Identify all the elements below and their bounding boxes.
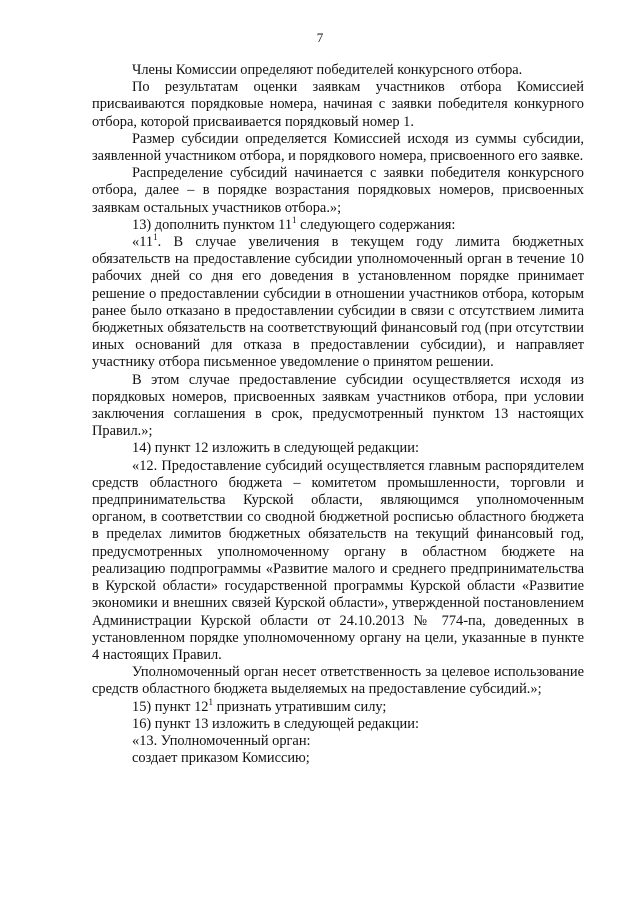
paragraph-text: следующего содержания: <box>296 216 456 233</box>
paragraph: 16) пункт 13 изложить в следующей редакции: <box>132 715 419 732</box>
paragraph: «13. Уполномоченный орган: <box>132 732 311 749</box>
paragraph: По результатам оценки заявкам участников отбора Комиссией присваиваются порядковые номера, начиная с заявки победителя конкурного отбора, которой присваивается порядковый номер 1. <box>92 79 584 130</box>
superscript: 1 <box>292 215 297 226</box>
page-number: 7 <box>316 30 324 45</box>
paragraph-text: «11 <box>132 234 154 251</box>
paragraph: создает приказом Комиссию; <box>132 750 310 767</box>
superscript: 1 <box>208 696 213 707</box>
document-body <box>92 62 584 767</box>
paragraph: В этом случае предоставление субсидии осуществляется исходя из порядковых номеров, присвоенных заявкам участников отбора, при условии заключения соглашения в срок, предусмотренный пунктом 13 настоящих Правил.»; <box>92 371 584 440</box>
paragraph: Члены Комиссии определяют победителей конкурсного отбора. <box>132 62 523 78</box>
paragraph-text: 15) пункт 12 <box>132 698 209 715</box>
superscript: 1 <box>153 232 158 243</box>
paragraph: «12. Предоставление субсидий осуществляется главным распорядителем средств областного бюджета – комитетом промышленности, торговли и предпринимательства Курской области, являющимся уполномоченным органом, в соответствии со сводной бюджетной росписью областного бюджета в пределах лимитов бюджетных обязательств на текущий финансовый год, предусмотренных уполномоченному органу в областном бюджете на реализацию подпрограммы «Развитие малого и среднего предпринимательства в Курской области» государственной программы Курской области «Развитие экономики и внешних связей Курской области», утвержденной постановлением Администрации Курской области от 24.10.2013 № 774-па, доведенных в установленном порядке уполномоченному органу на цели, указанные в пункте 4 настоящих Правил. <box>92 457 584 663</box>
paragraph <box>92 696 584 716</box>
paragraph-text: 13) дополнить пунктом 11 <box>132 216 293 233</box>
paragraph-text: признать утратившим силу; <box>212 698 387 715</box>
paragraph <box>92 217 584 234</box>
paragraph: Уполномоченный орган несет ответственность за целевое использование средств областного бюджета выделяемых на предоставление субсидий.»; <box>92 664 584 698</box>
paragraph: 14) пункт 12 изложить в следующей редакции: <box>132 440 419 457</box>
paragraph: Размер субсидии определяется Комиссией исходя из суммы субсидии, заявленной участником отбора, и порядкового номера, присвоенного его заявке. <box>92 130 584 165</box>
paragraph-text: . В случае увеличения в текущем году лимита бюджетных обязательств на предоставление субсидии уполномоченный орган в течение 10 рабочих дней со дня его доведения в установленном порядке принимает решение о предоставлении субсидии в отношении участников отбора, которым ранее было отказано в предоставлении субсидии в связи с отсутствием лимита бюджетных обязательств на соответствующий финансовый год (при отсутствии иных оснований для отказа в предоставлении субсидии), и направляет участнику отбора письменное уведомление о принятом решении. <box>92 234 584 371</box>
paragraph <box>92 234 584 372</box>
paragraph: Распределение субсидий начинается с заявки победителя конкурсного отбора, далее – в порядке возрастания порядковых номеров, присвоенных заявкам остальных участников отбора.»; <box>92 165 584 216</box>
